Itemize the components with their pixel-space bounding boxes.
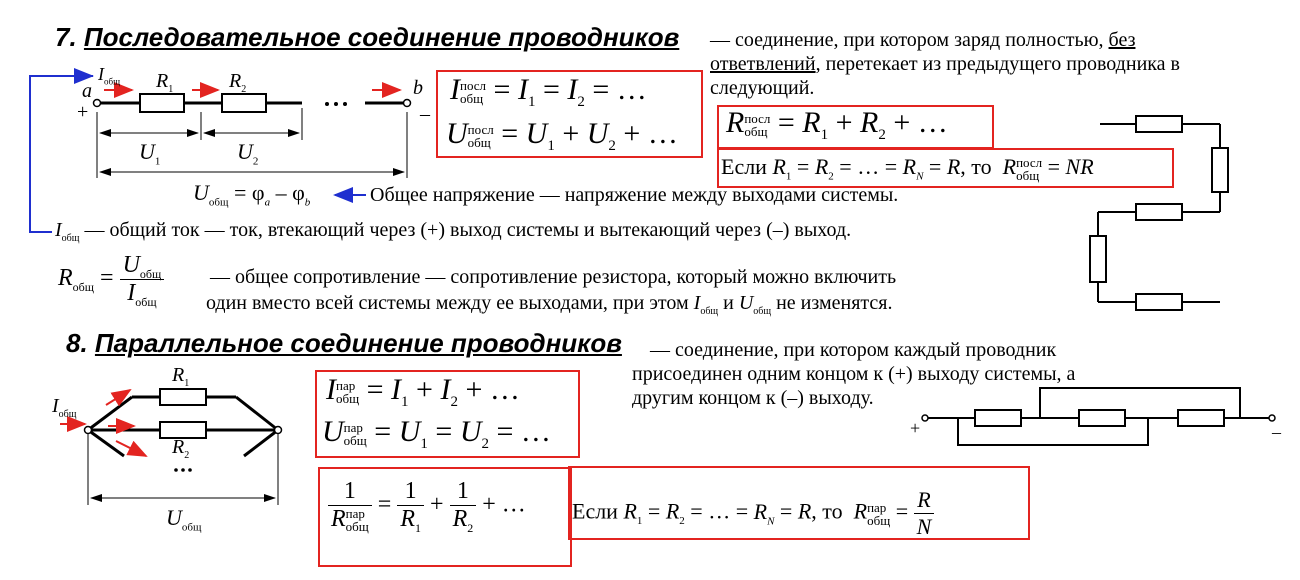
series-current-formula: I посл общ = $I_1 = I_2$ = … (450, 73, 647, 110)
label-minus-series: – (420, 103, 430, 125)
total-resistance-desc: — общее сопротивление — сопротивление резистора, который можно включить один вместо всей системы между ее выходами, при этом $I_{общ}$ и $U_{общ}$ не изменятся. (206, 266, 897, 317)
label-u-total-expr: $U_{общ} = \varphi_a - \varphi_b$ (193, 180, 311, 209)
section-7-title: Последовательное соединение проводников (83, 22, 680, 52)
par-definition-line-3: другим концом к (–) выходу. (632, 387, 874, 409)
par-definition-line-1: — соединение, при котором каждый проводник (650, 339, 1057, 361)
series-voltage-formula: U посл общ = $U_1 + U_2$ + … (446, 117, 678, 154)
par-label-u-total: $U_{общ}$ (166, 505, 202, 534)
label-u1: $U_1$ (139, 139, 161, 168)
total-resistance-desc-1: — общее сопротивление — сопротивление резистора, который можно включить (210, 266, 897, 288)
section-8-number: 8. (66, 328, 88, 358)
definition-line-1: — соединение, при котором заряд полностью, (710, 29, 1104, 51)
section-8-title: Параллельное соединение проводников (94, 328, 622, 358)
definition-bez: без (1108, 29, 1136, 51)
total-current-desc: — общий ток — ток, втекающий через (+) выход системы и вытекающий через (–) выход. (84, 219, 852, 241)
total-voltage-desc: Общее напряжение — напряжение между выходами системы. (370, 184, 899, 206)
section-7-number: 7. (55, 22, 77, 52)
total-current-line: $I_{общ}$ — общий ток — ток, втекающий через (+) выход системы и вытекающий через (–) выход. (55, 219, 852, 244)
par-mixed-minus: – (1272, 422, 1281, 442)
label-r2: $R_2$ (229, 70, 247, 95)
label-r1: $R_1$ (156, 70, 174, 95)
definition-line-3: следующий. (710, 77, 815, 99)
parallel-voltage-formula: U пар общ = $U_1 = U_2$ = … (322, 415, 551, 452)
resistance-fraction: $R_{общ}$ = $\frac{U_{общ}}{I_{общ}}$ (58, 252, 164, 307)
series-equal-case: Если $R_1 = R_2$ = … = $R_N = R$, то R посл общ = NR (721, 154, 1094, 183)
parallel-equal-case: Если $R_1 = R_2$ = … = $R_N = R$, то R пар общ = $\frac{R}{N}$ (572, 487, 934, 540)
series-resistance-formula: R посл общ = $R_1 + R_2$ + … (726, 106, 948, 143)
par-definition-line-2: присоединен одним концом к (+) выходу системы, а (632, 363, 1076, 385)
par-label-i-total: $I_{общ}$ (52, 395, 77, 420)
label-a: a (82, 80, 92, 102)
par-label-r1: $R_1$ (172, 364, 190, 389)
par-mixed-plus: + (910, 418, 921, 438)
label-plus-series: + (77, 101, 89, 123)
label-u2: $U_2$ (237, 139, 259, 168)
label-i-total-top: $I_{общ}$ (98, 64, 121, 87)
label-b: b (413, 77, 423, 99)
definition-otv: ответвлений (710, 53, 816, 75)
definition-line-2: , перетекает из предыдущего проводника в (815, 53, 1181, 75)
par-label-r2: $R_2$ (172, 436, 190, 461)
parallel-resistance-formula: 1 R пар общ = $\frac{1}{R_1}$ + $\frac{1}{R_2}$ + … (328, 478, 526, 533)
parallel-current-formula: I пар общ = $I_1 + I_2$ + … (326, 373, 520, 410)
